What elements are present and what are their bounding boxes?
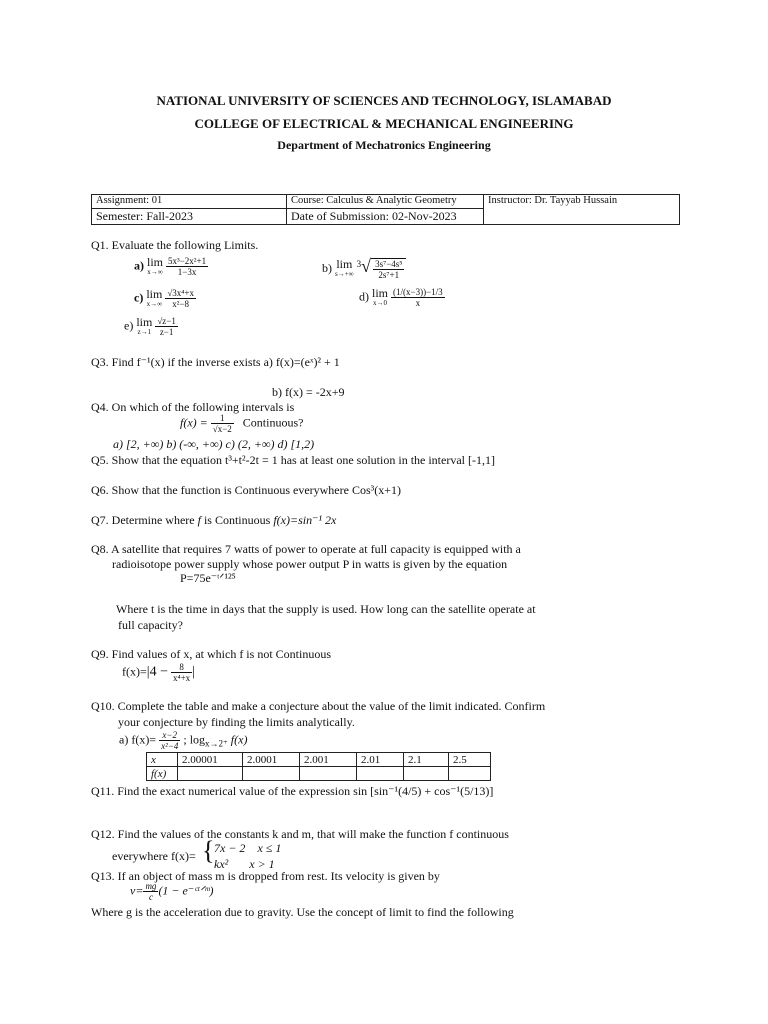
semester-cell: Semester: Fall-2023 <box>92 209 287 225</box>
q9-fraction: $\frac{8}{\text{x⁴+x}}$ <box>172 662 191 683</box>
q1-d-lim: lim x→0 <box>372 285 389 307</box>
q7-text: Q7. Determine where f is Continuous f(x)=sin⁻¹ 2x <box>91 513 337 527</box>
q3-text: Q3. Find f⁻¹(x) if the inverse exists a) f(x)=(eˣ)² + 1 <box>91 355 340 369</box>
q1-d-fraction: $\frac{(1/(x-3))-1/3}{x}$ <box>393 287 443 308</box>
q1-c-fraction: $\frac{\text{√3x⁴+x}}{\text{x²−8}}$ <box>167 288 194 309</box>
q4-function: f(x) = $\frac{1}{√x-2}$ Continuous? <box>180 413 304 434</box>
q1-a-lim: lim x→∞ <box>147 254 164 276</box>
submission-cell: Date of Submission: 02-Nov-2023 <box>287 209 484 225</box>
q10-cell: 2.01 <box>357 753 404 767</box>
q13-fraction: $\frac{mg}{c}$ <box>145 881 157 902</box>
q1-a <box>134 256 208 277</box>
q10-table-row <box>147 767 491 781</box>
q1-c-lim: lim x→∞ <box>146 286 163 308</box>
q10-cell: 2.0001 <box>243 753 300 767</box>
q4-text: Q4. On which of the following intervals is <box>91 400 295 414</box>
q1-b-label: b) <box>322 261 332 275</box>
q10-table <box>146 752 491 781</box>
q8-equation: P=75e⁻ᵗᐟ¹²⁵ <box>180 571 236 585</box>
university-title: NATIONAL UNIVERSITY OF SCIENCES AND TECHNOLOGY, ISLAMABAD <box>156 93 612 108</box>
q13-line-2: Where g is the acceleration due to gravity. Use the concept of limit to find the following <box>91 905 514 919</box>
q10-line-1: Q10. Complete the table and make a conjecture about the value of the limit indicated. Confirm <box>91 699 546 713</box>
q8-line-3: Where t is the time in days that the supply is used. How long can the satellite operate at <box>116 602 536 616</box>
q3-b: b) f(x) = -2x+9 <box>272 385 345 399</box>
q12-case-2: kx² x > 1 <box>214 857 275 871</box>
q10-cell: x <box>147 753 178 767</box>
q4-options: a) [2, +∞) b) (-∞, +∞) c) (2, +∞) d) [1,2) <box>113 437 315 451</box>
q12-case-1: 7x − 2 x ≤ 1 <box>214 841 282 855</box>
q9-text: Q9. Find values of x, at which f is not Continuous <box>91 647 331 661</box>
q1-d-label: d) <box>359 289 369 304</box>
q10-cell: f(x) <box>147 767 178 781</box>
q10-cell: 2.5 <box>449 753 491 767</box>
q1-e <box>124 316 178 337</box>
q10-table-row <box>147 753 491 767</box>
q1-e-fraction: $\frac{√z-1}{z-1}$ <box>157 316 176 337</box>
q10-cell[interactable] <box>357 767 404 781</box>
q12-brace: { <box>202 836 215 865</box>
assignment-info-table <box>91 194 680 225</box>
q13-velocity: v= $\frac{mg}{c}$ (1 − e⁻ᶜᵗᐟᵐ) <box>130 881 214 902</box>
q8-line-2: radioisotope power supply whose power output P in watts is given by the equation <box>112 557 508 571</box>
q1-c <box>134 288 196 309</box>
q10-cell[interactable] <box>449 767 491 781</box>
q1-a-label: a) <box>134 258 144 273</box>
instructor-cell: Instructor: Dr. Tayyab Hussain <box>484 195 680 225</box>
q12-line-1: Q12. Find the values of the constants k and m, that will make the function f continuous <box>91 827 509 841</box>
q10-cell: 2.001 <box>300 753 357 767</box>
q10-cell: 2.00001 <box>178 753 243 767</box>
q6-text: Q6. Show that the function is Continuous everywhere Cos³(x+1) <box>91 483 401 497</box>
q5-text: Q5. Show that the equation t³+t²-2t = 1 has at least one solution in the interval [-1,1] <box>91 453 495 467</box>
q1-text: Q1. Evaluate the following Limits. <box>91 238 259 252</box>
q10-cell[interactable] <box>178 767 243 781</box>
q10-fraction: $\frac{x-2}{\text{x²−4}}$ <box>161 730 179 751</box>
q1-b-root-index: 3 <box>356 259 362 269</box>
q1-b-lim: lim s→+∞ <box>335 257 354 279</box>
q4-fraction: $\frac{1}{√x-2}$ <box>212 413 232 434</box>
q11-text: Q11. Find the exact numerical value of the expression sin [sin⁻¹(4/5) + cos⁻¹(5/13)] <box>91 784 494 798</box>
q12-line-2: everywhere f(x)= <box>112 849 196 863</box>
q13-line-1: Q13. If an object of mass m is dropped from rest. Its velocity is given by <box>91 869 440 883</box>
q10-function: a) f(x)= $\frac{x-2}{\text{x²−4}}$ ; $\log_{x\to 2^+} f(x)$ <box>119 730 248 751</box>
q10-cell[interactable] <box>404 767 449 781</box>
q1-c-label: c) <box>134 290 144 305</box>
college-title: COLLEGE OF ELECTRICAL & MECHANICAL ENGINEERING <box>194 116 574 131</box>
q1-d <box>359 287 445 308</box>
q1-e-label: e) <box>124 318 134 333</box>
q10-cell: 2.1 <box>404 753 449 767</box>
q10-line-2: your conjecture by finding the limits analytically. <box>118 715 355 729</box>
q10-cell[interactable] <box>300 767 357 781</box>
q1-e-lim: lim z→1 <box>136 314 153 336</box>
q1-a-fraction: $\frac{\text{5x³−2x²+1}}{1-3x}$ <box>168 256 207 277</box>
department-title: Department of Mechatronics Engineering <box>277 138 491 152</box>
q8-line-4: full capacity? <box>118 618 183 632</box>
q9-function: f(x)=|4 − $\frac{8}{\text{x⁴+x}}$ | <box>122 662 195 683</box>
assignment-cell: Assignment: 01 <box>92 195 287 209</box>
q1-b-fraction: $\frac{\text{3s⁷−4s⁵}}{\text{2s⁷+1}}$ <box>371 258 406 280</box>
q8-line-1: Q8. A satellite that requires 7 watts of power to operate at full capacity is equipped with a <box>91 542 521 556</box>
q10-cell[interactable] <box>243 767 300 781</box>
q1-b: b) lim s→+∞ $^3$√ $\frac{\text{3s⁷−4s⁵}}{\text{2s⁷+1}}$ <box>322 256 406 280</box>
course-cell: Course: Calculus & Analytic Geometry <box>287 195 484 209</box>
